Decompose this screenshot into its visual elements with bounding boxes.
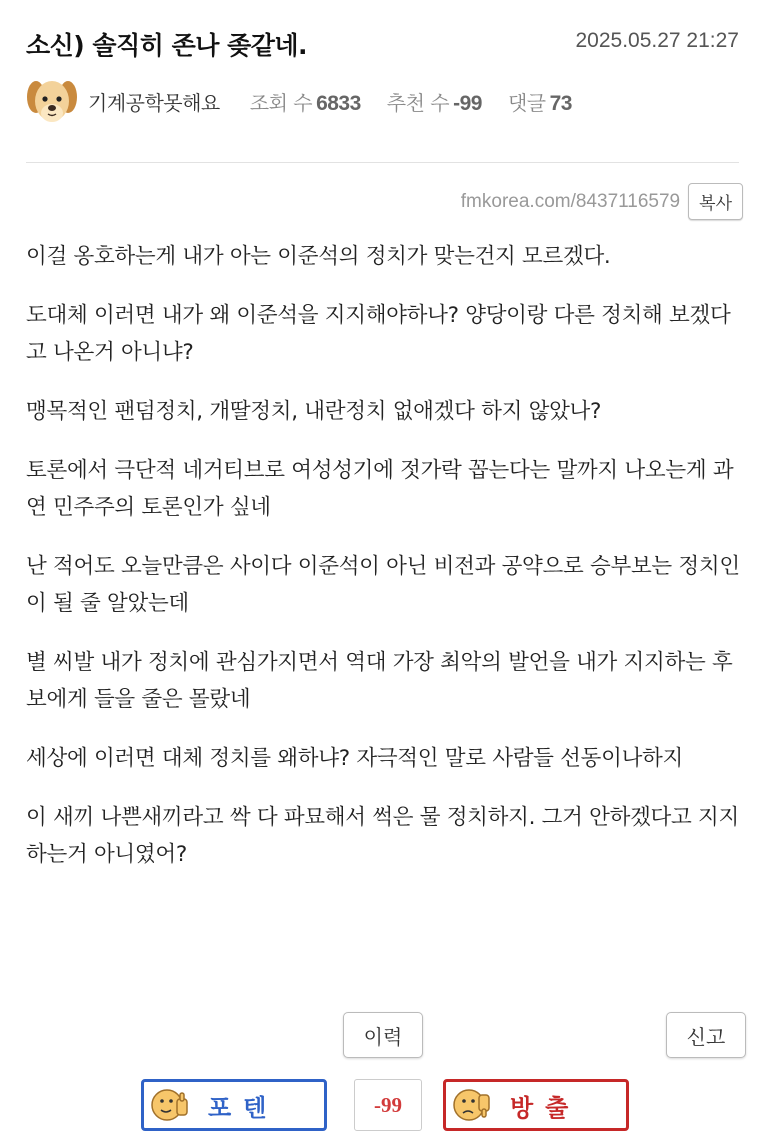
recommend-count-value: -99: [453, 91, 482, 115]
view-count-value: 6833: [316, 91, 361, 115]
comment-count[interactable]: [508, 87, 572, 116]
thumbs-up-icon: [150, 1085, 190, 1125]
view-count-label: 조회 수: [249, 90, 313, 115]
vote-up-label: 포텐: [208, 1093, 279, 1122]
post-link-row: [461, 183, 743, 220]
recommend-count-label: 추천 수: [386, 90, 450, 115]
post-meta: [26, 72, 739, 130]
vote-up-button[interactable]: [141, 1079, 327, 1131]
view-count: [250, 87, 361, 116]
post-header: [26, 22, 739, 62]
body-paragraph: 맹목적인 팬덤정치, 개딸정치, 내란정치 없애겠다 하지 않았나?: [26, 399, 602, 424]
post-url[interactable]: fmkorea.com/8437116579: [460, 190, 681, 212]
copy-url-button[interactable]: 복사: [688, 183, 743, 220]
body-paragraph: 토론에서 극단적 네거티브로 여성성기에 젓가락 꼽는다는 말까지 나오는게 과연 민주주의 토론인가 싶네: [26, 458, 734, 520]
vote-down-label: 방출: [510, 1093, 581, 1122]
body-paragraph: 도대체 이러면 내가 왜 이준석을 지지해야하나? 양당이랑 다른 정치해 보겠다고 나온거 아니냐?: [26, 303, 731, 365]
body-paragraph: 난 적어도 오늘만큼은 사이다 이준석이 아닌 비전과 공약으로 승부보는 정치인이 될 줄 알았는데: [26, 554, 740, 616]
vote-down-button[interactable]: [443, 1079, 629, 1131]
recommend-count: [387, 87, 482, 116]
history-button[interactable]: 이력: [343, 1012, 423, 1058]
body-paragraph: 이 새끼 나쁜새끼라고 싹 다 파묘해서 썩은 물 정치하지. 그거 안하겠다고 지지하는거 아니였어?: [26, 805, 739, 867]
post-title: 소신) 솔직히 존나 좆같네.: [26, 31, 308, 60]
body-paragraph: 별 씨발 내가 정치에 관심가지면서 역대 가장 최악의 발언을 내가 지지하는 후보에게 들을 줄은 몰랐네: [26, 650, 733, 712]
report-button[interactable]: 신고: [666, 1012, 746, 1058]
post-date: 2025.05.27 21:27: [575, 29, 739, 52]
vote-count: -99: [354, 1079, 422, 1131]
body-paragraph: 이걸 옹호하는게 내가 아는 이준석의 정치가 맞는건지 모르겠다.: [26, 244, 611, 269]
body-paragraph: 세상에 이러면 대체 정치를 왜하냐? 자극적인 말로 사람들 선동이나하지: [26, 746, 683, 771]
header-divider: [26, 162, 739, 163]
thumbs-down-icon: [452, 1085, 492, 1125]
comment-count-label: 댓글: [507, 90, 546, 115]
author-name[interactable]: 기계공학못해요: [88, 90, 220, 115]
post-body: [26, 238, 745, 895]
comment-count-value: 73: [549, 91, 572, 115]
puppy-avatar-icon[interactable]: [26, 73, 78, 129]
